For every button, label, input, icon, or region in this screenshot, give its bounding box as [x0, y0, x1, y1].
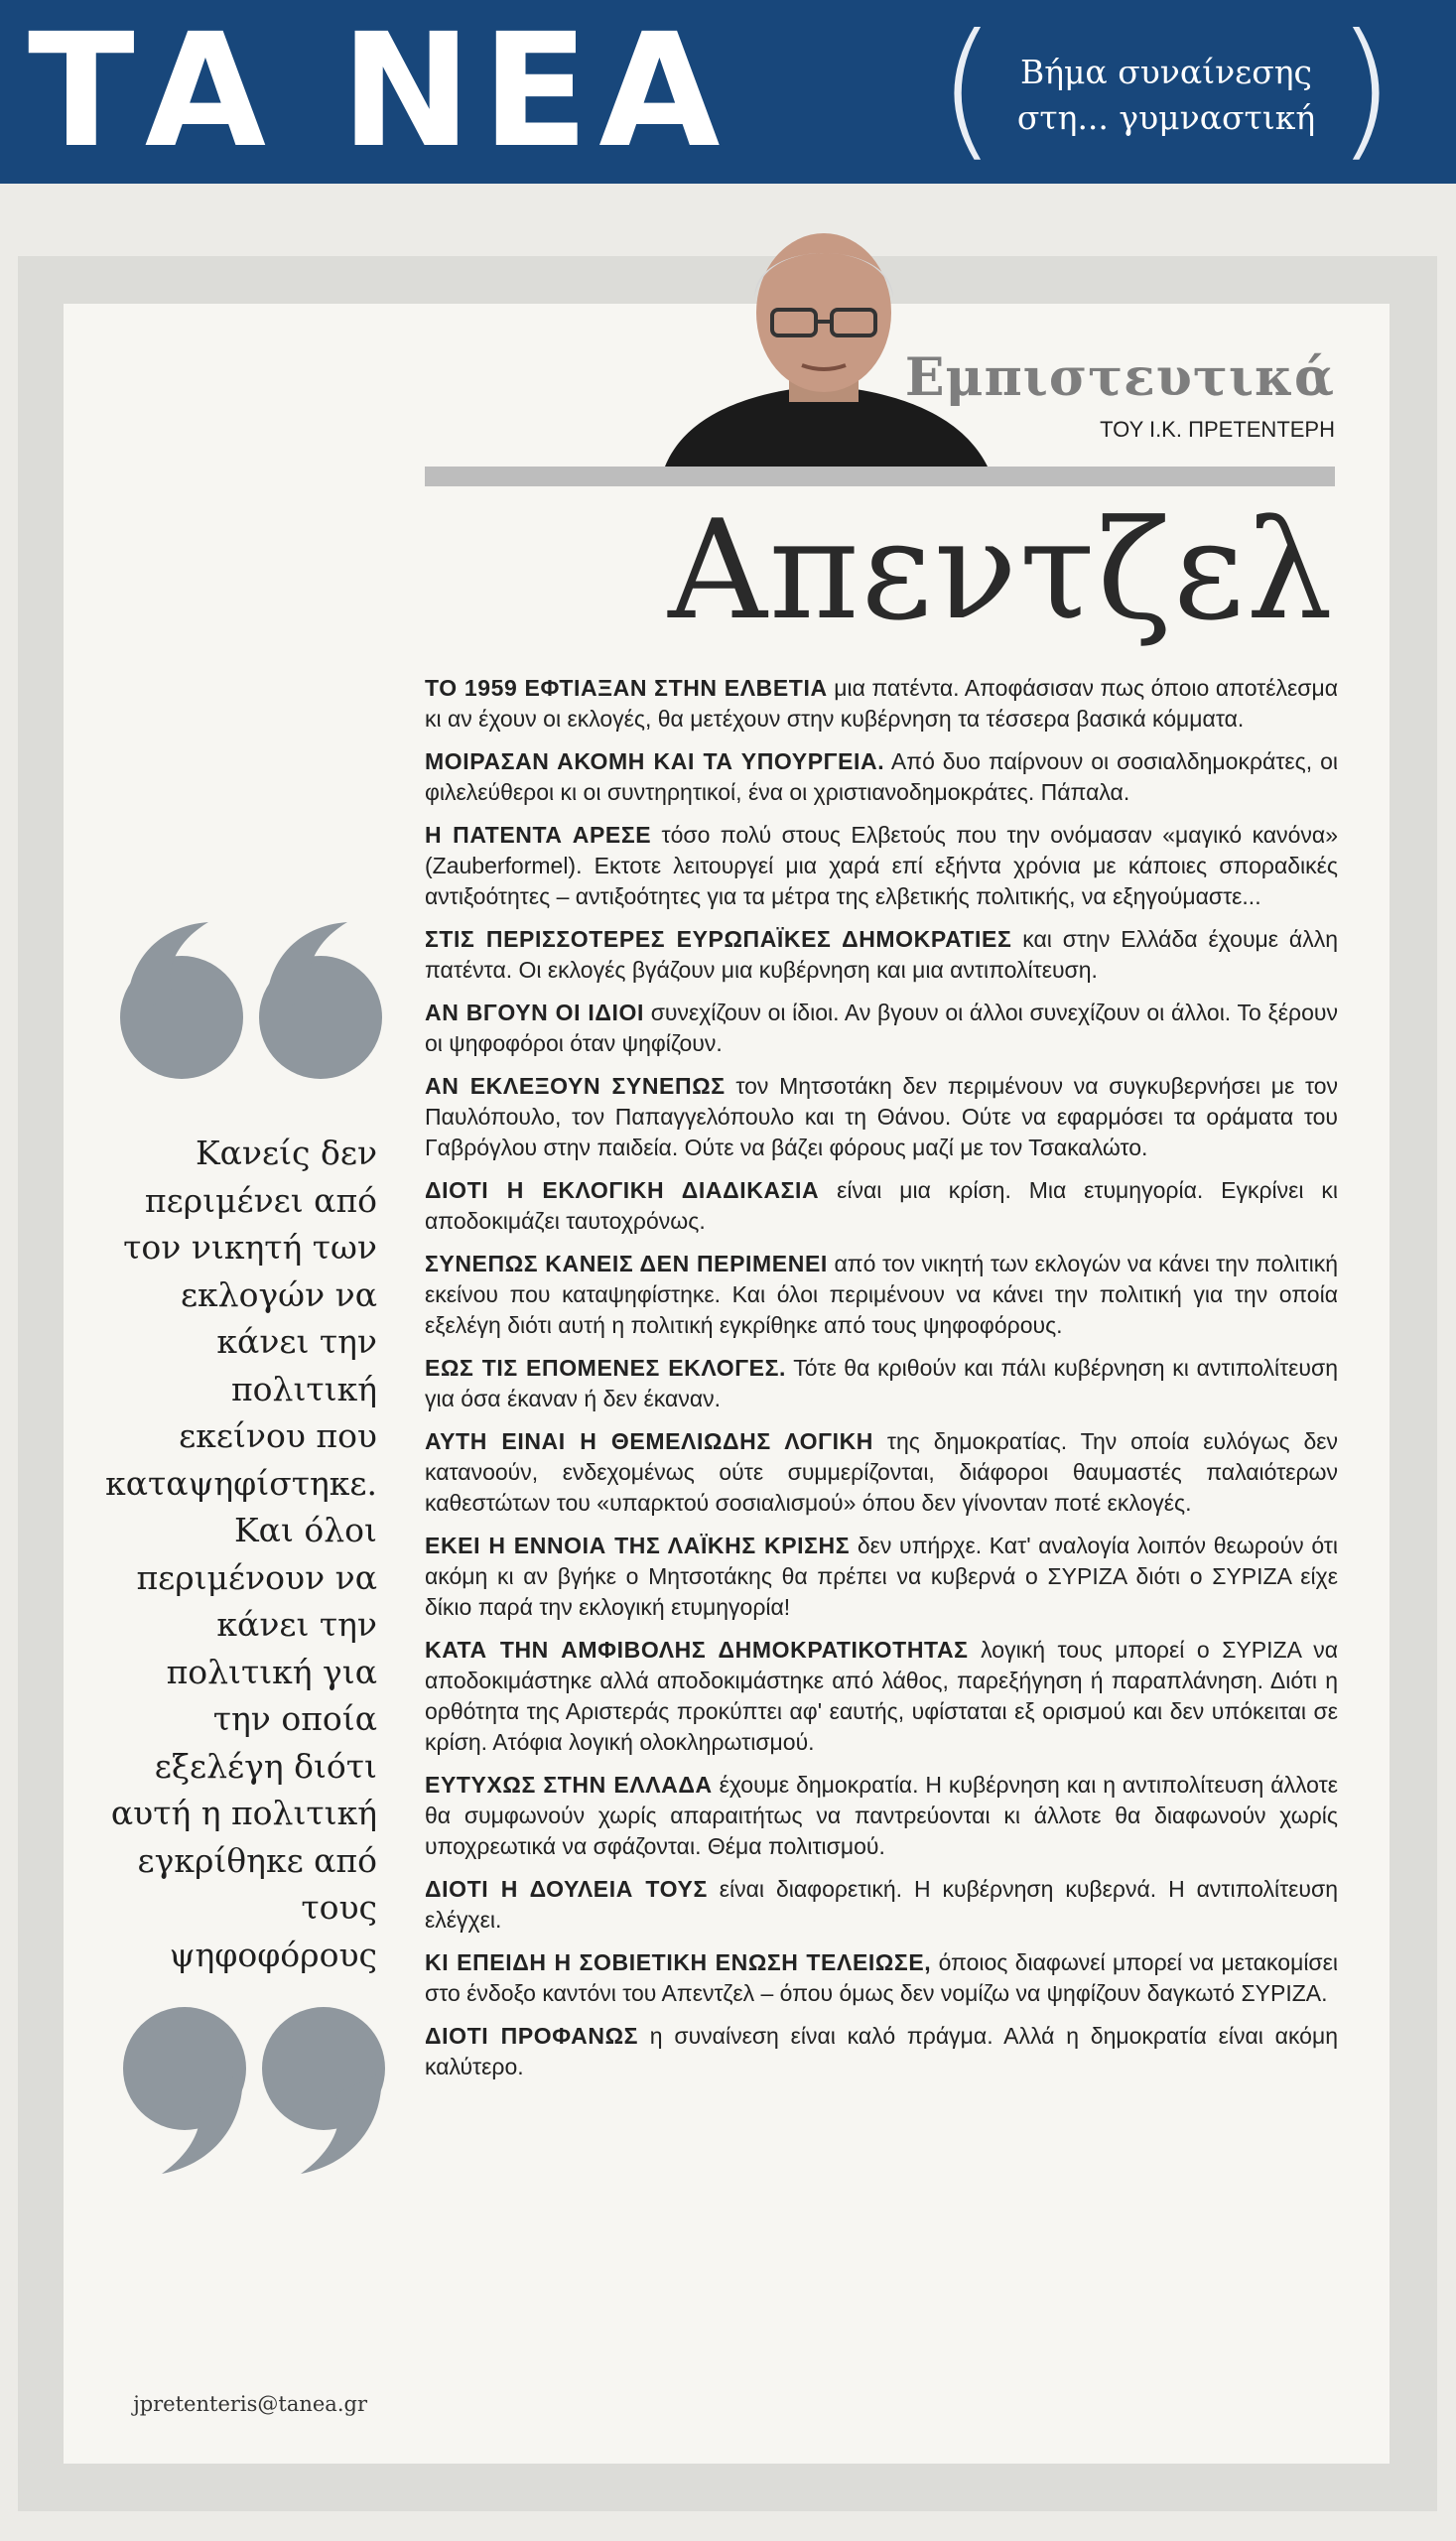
paragraph-text: η συναίνεση είναι καλό πράγμα. Αλλά η δημοκρατία είναι ακόμη καλύτερο. — [425, 2023, 1338, 2079]
tagline — [997, 50, 1335, 141]
article-body — [425, 673, 1338, 2094]
paragraph-text: συνεχίζουν οι ίδιοι. Αν βγουν οι άλλοι συνεχίζουν οι άλλοι. Το ξέρουν οι ψηφοφόροι όταν ψηφίζουν. — [425, 1000, 1338, 1056]
paragraph-text: όποιος διαφωνεί μπορεί να μετακομίσει στο ένδοξο καντόνι του Απεντζελ – όπου όμως δεν νομίζω να ψηφίζουν δαγκωτό ΣΥΡΙΖΑ. — [425, 1949, 1338, 2006]
article-paragraph — [425, 1531, 1338, 1623]
paragraph-lead: ΕΩΣ ΤΙΣ ΕΠΟΜΕΝΕΣ ΕΚΛΟΓΕΣ. — [425, 1355, 786, 1381]
paragraph-text: από τον νικητή των εκλογών να κάνει την πολιτική εκείνου που καταψηφίστηκε. Και όλοι περιμένουν να κάνει την πολιτική για την οποία εξελέγη διότι αυτή η πολιτική εγκρίθηκε από τους ψηφοφόρους. — [425, 1251, 1339, 1338]
article-paragraph — [425, 1874, 1338, 1936]
article-paragraph — [425, 1249, 1338, 1341]
article-paragraph — [425, 746, 1338, 808]
paragraph-lead: ΑΝ ΒΓΟΥΝ ΟΙ ΙΔΙΟΙ — [425, 1000, 645, 1025]
paragraph-lead: ΤΟ 1959 ΕΦΤΙΑΞΑΝ ΣΤΗΝ ΕΛΒΕΤΙΑ — [425, 675, 828, 701]
paragraph-lead: ΑΥΤΗ ΕΙΝΑΙ Η ΘΕΜΕΛΙΩΔΗΣ ΛΟΓΙΚΗ — [425, 1428, 873, 1454]
article-paragraph — [425, 1635, 1338, 1758]
author-email: jpretenteris@tanea.gr — [133, 2392, 367, 2416]
left-parenthesis: ( — [938, 3, 996, 176]
article-paragraph — [425, 820, 1338, 912]
masthead — [0, 0, 1456, 184]
article-paragraph — [425, 998, 1338, 1059]
article-paragraph — [425, 1175, 1338, 1237]
column-name: Εμπιστευτικά — [904, 347, 1335, 408]
paragraph-lead: ΚΑΤΑ ΤΗΝ ΑΜΦΙΒΟΛΗΣ ΔΗΜΟΚΡΑΤΙΚΟΤΗΤΑΣ — [425, 1637, 969, 1663]
article-paragraph — [425, 1947, 1338, 2009]
article-paragraph — [425, 1353, 1338, 1414]
paragraph-lead: ΚΙ ΕΠΕΙΔΗ Η ΣΟΒΙΕΤΙΚΗ ΕΝΩΣΗ ΤΕΛΕΙΩΣΕ, — [425, 1949, 932, 1975]
paragraph-lead: ΑΝ ΕΚΛΕΞΟΥΝ ΣΥΝΕΠΩΣ — [425, 1073, 726, 1099]
right-parenthesis: ) — [1336, 3, 1394, 176]
open-quote-icon — [114, 918, 392, 1082]
paragraph-text: έχουμε δημοκρατία. Η κυβέρνηση και η αντιπολίτευση άλλοτε θα συμφωνούν χωρίς απαραιτήτως να παντρεύονται κι άλλοτε θα διαφωνούν χωρίς υποχρεωτικά να σφάζονται. Θέμα πολιτισμού. — [425, 1772, 1338, 1859]
paragraph-lead: ΔΙΟΤΙ Η ΕΚΛΟΓΙΚΗ ΔΙΑΔΙΚΑΣΙΑ — [425, 1177, 820, 1203]
paragraph-text: λογική τους μπορεί ο ΣΥΡΙΖΑ να αποδοκιμάστηκε αλλά αποδοκιμάστηκε από λάθος, παρεξήγηση ή παραπλάνηση. Διότι η ορθότητα της Αριστεράς προκύπτει αφ' εαυτής, υφίσταται εξ ορισμού και δεν υπόκειται σε κρίση. Ατόφια λογική ολοκληρωτισμού. — [425, 1637, 1338, 1755]
tagline-box — [938, 3, 1394, 176]
tagline-line-1: Βήμα συναίνεσης — [1019, 53, 1313, 91]
article-paragraph — [425, 1770, 1338, 1862]
article-headline: Απεντζελ — [668, 490, 1335, 650]
paragraph-text: μια πατέντα. Αποφάσισαν πως όποιο αποτέλεσμα κι αν έχουν οι εκλογές, θα μετέχουν στην κυβέρνηση τα τέσσερα βασικά κόμματα. — [425, 675, 1339, 732]
newspaper-logo: ΤΑ ΝΕΑ — [28, 0, 730, 183]
article-paragraph — [425, 924, 1338, 986]
paragraph-lead: ΣΤΙΣ ΠΕΡΙΣΣΟΤΕΡΕΣ ΕΥΡΩΠΑΪΚΕΣ ΔΗΜΟΚΡΑΤΙΕΣ — [425, 926, 1012, 952]
article-paragraph — [425, 673, 1338, 735]
pull-quote: Κανείς δεν περιμένει από τον νικητή των εκλογών να κάνει την πολιτική εκείνου που καταψηφίστηκε. Και όλοι περιμένουν να κάνει την πολιτική για την οποία εξελέγη διότι αυτή η πολιτική εγκρίθηκε από τους ψηφοφόρους — [105, 1134, 377, 1974]
close-quote-icon — [117, 2005, 395, 2179]
article-paragraph — [425, 2021, 1338, 2082]
paragraph-lead: ΕΚΕΙ Η ΕΝΝΟΙΑ ΤΗΣ ΛΑΪΚΗΣ ΚΡΙΣΗΣ — [425, 1533, 851, 1558]
paragraph-text: και στην Ελλάδα έχουμε άλλη πατέντα. Οι εκλογές βγάζουν μια κυβέρνηση και μια αντιπολίτευση. — [425, 926, 1338, 983]
byline: ΤΟΥ Ι.Κ. ΠΡΕΤΕΝΤΕΡΗ — [1100, 417, 1335, 442]
paragraph-text: είναι διαφορετική. Η κυβέρνηση κυβερνά. Η αντιπολίτευση ελέγχει. — [425, 1876, 1338, 1933]
article-paragraph — [425, 1071, 1338, 1163]
paragraph-text: τόσο πολύ στους Ελβετούς που την ονόμασαν «μαγικό κανόνα» (Zauberformel). Εκτοτε λειτουργεί μια χαρά επί εξήντα χρόνια με κάποιες σποραδικές αντιξοότητες – αντιξοότητες για τα μέτρα της ελβετικής πολιτικής, να εξηγούμαστε... — [425, 822, 1338, 909]
article-paragraph — [425, 1426, 1338, 1519]
paragraph-text: Τότε θα κριθούν και πάλι κυβέρνηση κι αντιπολίτευση για όσα έκαναν ή δεν έκαναν. — [425, 1355, 1338, 1411]
tagline-line-2: στη... γυμναστική — [1016, 98, 1316, 137]
paragraph-lead: ΜΟΙΡΑΣΑΝ ΑΚΟΜΗ ΚΑΙ ΤΑ ΥΠΟΥΡΓΕΙΑ. — [425, 748, 885, 774]
paragraph-text: τον Μητσοτάκη δεν περιμένουν να συγκυβερνήσει με τον Παυλόπουλο, τον Παπαγγελόπουλο και τη Θάνου. Ούτε να εφαρμόσει τα οράματα του Γαβρόγλου στην παιδεία. Ούτε να βάζει φόρους μαζί με τον Τσακαλώτο. — [425, 1073, 1339, 1160]
paragraph-lead: Η ΠΑΤΕΝΤΑ ΑΡΕΣΕ — [425, 822, 652, 848]
paragraph-text: είναι μια κρίση. Μια ετυμηγορία. Εγκρίνει κι αποδοκιμάζει ταυτοχρόνως. — [425, 1177, 1338, 1234]
paragraph-lead: ΣΥΝΕΠΩΣ ΚΑΝΕΙΣ ΔΕΝ ΠΕΡΙΜΕΝΕΙ — [425, 1251, 828, 1276]
paragraph-text: δεν υπήρχε. Κατ' αναλογία λοιπόν θεωρούν ότι ακόμη κι αν βγήκε ο Μητσοτάκης θα πρέπει να κυβερνά ο ΣΥΡΙΖΑ διότι ο ΣΥΡΙΖΑ είχε δίκιο παρά την εκλογική ετυμηγορία! — [425, 1533, 1338, 1620]
paragraph-lead: ΔΙΟΤΙ Η ΔΟΥΛΕΙΑ ΤΟΥΣ — [425, 1876, 708, 1902]
paragraph-lead: ΕΥΤΥΧΩΣ ΣΤΗΝ ΕΛΛΑΔΑ — [425, 1772, 713, 1798]
paragraph-text: Από δυο παίρνουν οι σοσιαλδημοκράτες, οι φιλελεύθεροι κι οι συντηρητικοί, ένα οι χριστιανοδημοκράτες. Πάπαλα. — [425, 748, 1338, 805]
paragraph-lead: ΔΙΟΤΙ ΠΡΟΦΑΝΩΣ — [425, 2023, 639, 2049]
paragraph-text: της δημοκρατίας. Την οποία ευλόγως δεν κατανοούν, ενδεχομένως ούτε συμμερίζονται, διάφοροι θαυμαστές παλαιότερων καθεστώτων του «υπαρκτού σοσιαλισμού» όπου δεν γίνονταν ποτέ εκλογές. — [425, 1428, 1338, 1516]
header-rule — [425, 467, 1335, 486]
